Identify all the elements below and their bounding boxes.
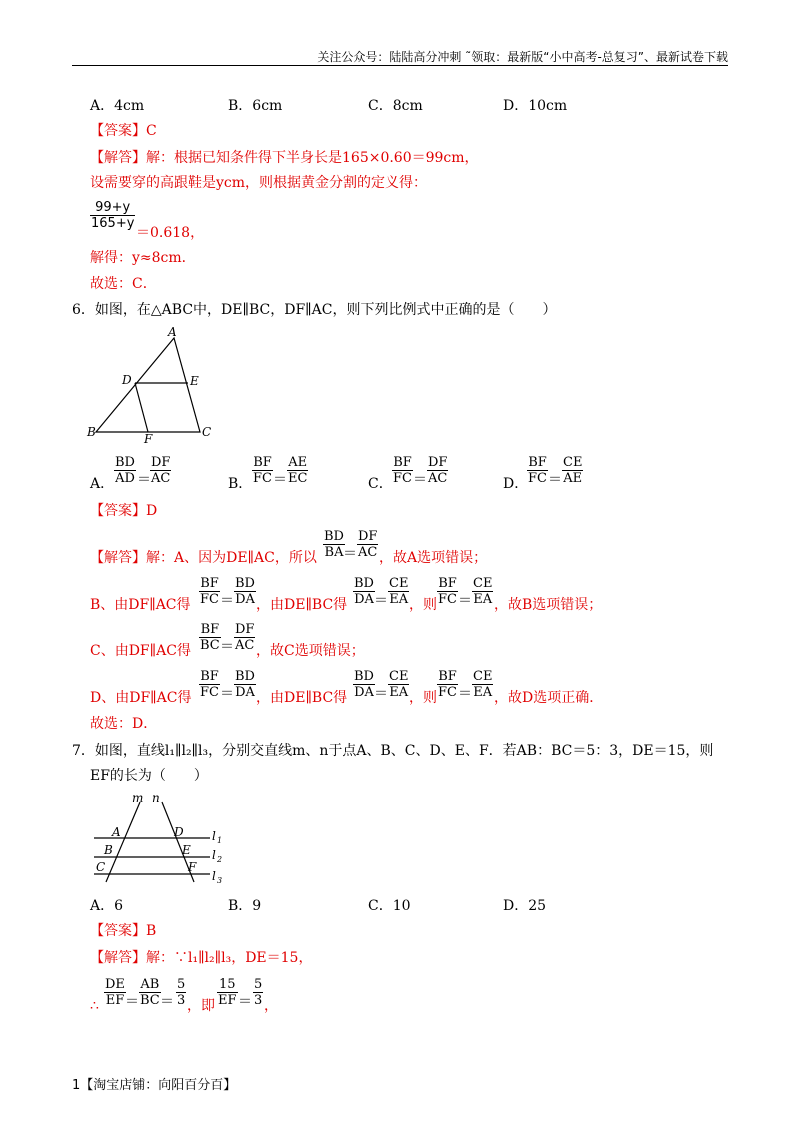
q7-label-c: C (96, 860, 106, 874)
fraction (357, 529, 378, 560)
numerator: BD (324, 529, 344, 544)
denominator: DA (354, 592, 374, 607)
q7-option-a: A．6 (90, 898, 124, 914)
q6-sol-d-pre: D、由DF∥AC得 (90, 690, 192, 706)
numerator: DF (151, 455, 171, 470)
equals-sign: ＝ (137, 472, 151, 488)
fraction (437, 669, 458, 700)
q5-solution-line1: 【解答】解：根据已知条件得下半身长是165×0.60＝99cm， (90, 150, 479, 166)
denominator: FC (200, 685, 219, 700)
numerator: DF (235, 622, 255, 637)
q7-label-m: m (132, 791, 144, 805)
equals-sign: ＝ (220, 686, 234, 702)
fraction (437, 576, 458, 607)
q6-opt-a-label: A． (90, 476, 115, 492)
q7-label-b: B (104, 843, 113, 857)
numerator: BF (438, 669, 457, 684)
q5-option-c: C．8cm (368, 98, 423, 114)
fraction (427, 455, 448, 486)
q7-sol-mid: ，即 (187, 998, 215, 1014)
fraction (114, 455, 136, 486)
fraction (199, 669, 220, 700)
denominator: AC (235, 638, 255, 653)
numerator: BF (528, 455, 547, 470)
q7-solution-line1: 【解答】解：∵l₁∥l₂∥l₃，DE＝15， (90, 950, 313, 966)
fraction (139, 977, 161, 1008)
equals-sign: ＝ (374, 686, 388, 702)
fraction (388, 576, 409, 607)
q5-solution-line3: 解得：y≈8cm． (90, 250, 196, 266)
q6-label-d: D (122, 373, 132, 387)
page-footer: 1【淘宝店铺：向阳百分百】 (72, 1078, 237, 1093)
q7-option-d: D．25 (503, 898, 547, 914)
denominator: AE (563, 471, 583, 486)
q5-golden-fraction (90, 200, 135, 231)
q5-option-d: D．10cm (503, 98, 568, 114)
q6-stem: 6．如图，在△ABC中，DE∥BC，DF∥AC，则下列比例式中正确的是（ ） (72, 302, 557, 318)
numerator: DF (358, 529, 378, 544)
denominator: FC (528, 471, 547, 486)
q6-sol-c-post: ，故C选项错误； (256, 643, 365, 659)
denominator: EA (473, 592, 493, 607)
equals-sign: ＝ (548, 472, 562, 488)
fraction (388, 669, 409, 700)
fraction (323, 529, 345, 560)
denominator: BA (324, 545, 344, 560)
q7-label-f: F (188, 860, 197, 874)
q7-label-l3-sub: 3 (217, 876, 223, 885)
numerator: BF (200, 622, 220, 637)
fraction (176, 977, 186, 1008)
denominator: FC (253, 471, 272, 486)
q6-sol-b-mid: ，由DE∥BC得 (256, 597, 348, 613)
numerator: BF (253, 455, 272, 470)
denominator: AD (115, 471, 135, 486)
q5-frac-result: ＝0.618， (136, 225, 205, 241)
denominator: DA (235, 592, 255, 607)
denominator: BC (200, 638, 220, 653)
equals-sign: ＝ (160, 994, 174, 1010)
numerator: BF (200, 576, 219, 591)
fraction (104, 977, 126, 1008)
q6-sol-b-pre: B、由DF∥AC得 (90, 597, 191, 613)
fraction (287, 455, 308, 486)
q6-sol-a-post: ，故A选项错误； (379, 550, 488, 566)
q7-label-a: A (112, 825, 121, 839)
q6-label-a: A (168, 326, 177, 339)
fraction (234, 576, 256, 607)
q6-label-f: F (144, 432, 153, 446)
equals-sign: ＝ (374, 593, 388, 609)
equals-sign: ＝ (458, 593, 472, 609)
numerator: DE (105, 977, 125, 992)
q6-sol-c-pre: C、由DF∥AC得 (90, 643, 191, 659)
denominator: EF (218, 993, 237, 1008)
q6-opt-b-label: B． (228, 476, 253, 492)
fraction (217, 977, 238, 1008)
numerator: 5 (177, 977, 186, 992)
q7-label-l1-sub: 1 (217, 836, 223, 845)
q5-option-b: B．6cm (228, 98, 283, 114)
numerator: AE (288, 455, 308, 470)
equals-sign: ＝ (273, 472, 287, 488)
denominator: AC (358, 545, 378, 560)
denominator: 3 (177, 993, 186, 1008)
denominator: EC (288, 471, 308, 486)
q7-label-l3: l (212, 869, 216, 883)
equals-sign: ＝ (238, 994, 252, 1010)
equals-sign: ＝ (458, 686, 472, 702)
denominator: 3 (254, 993, 263, 1008)
q7-label-l2-sub: 2 (217, 855, 223, 864)
denominator: FC (393, 471, 412, 486)
denominator: EF (105, 993, 125, 1008)
q6-sol-a-pre: 【解答】解：A、因为DE∥AC，所以 (90, 550, 317, 566)
numerator: BF (200, 669, 219, 684)
numerator: CE (389, 576, 409, 591)
numerator: CE (563, 455, 583, 470)
numerator: BD (235, 669, 255, 684)
q7-stem-line1: 7．如图，直线l₁∥l₂∥l₃，分别交直线m、n于点A、B、C、D、E、F．若AB：BC＝5：3，DE＝15，则 (72, 743, 714, 759)
equals-sign: ＝ (220, 593, 234, 609)
denominator: AC (151, 471, 171, 486)
header-rule (72, 65, 728, 66)
fraction (199, 576, 220, 607)
q6-triangle-figure (86, 326, 216, 446)
numerator: BD (354, 669, 374, 684)
fraction (472, 669, 493, 700)
q5-solution-line2: 设需要穿的高跟鞋是ycm，则根据黄金分割的定义得： (90, 175, 428, 191)
denominator: FC (200, 592, 219, 607)
q7-answer: 【答案】B (90, 923, 157, 939)
q6-opt-d-label: D． (503, 476, 529, 492)
q7-label-e: E (182, 843, 191, 857)
q7-label-l1: l (212, 829, 216, 843)
numerator: BD (235, 576, 255, 591)
numerator: BF (438, 576, 457, 591)
q6-sol-d-mid: ，由DE∥BC得 (256, 690, 348, 706)
q6-sol-d-then: ，则 (409, 690, 437, 706)
q5-option-a: A．4cm (90, 98, 145, 114)
numerator: CE (473, 669, 493, 684)
equals-sign: ＝ (220, 639, 234, 655)
fraction (527, 455, 548, 486)
numerator: AB (140, 977, 160, 992)
q6-sol-b-post: ，故B选项错误； (494, 597, 603, 613)
fraction (234, 622, 255, 653)
fraction (472, 576, 493, 607)
fraction (353, 669, 375, 700)
fraction (252, 455, 273, 486)
fraction (199, 622, 221, 653)
fraction (353, 576, 375, 607)
denominator: DA (235, 685, 255, 700)
q6-sol-d-post: ，故D选项正确． (494, 690, 604, 706)
denominator: FC (438, 685, 457, 700)
q5-frac-den: 165+y (91, 216, 135, 231)
q5-frac-num: 99+y (95, 200, 131, 215)
fraction (562, 455, 583, 486)
q6-label-b: B (87, 425, 96, 439)
q7-option-c: C．10 (368, 898, 411, 914)
fraction (253, 977, 263, 1008)
numerator: BD (354, 576, 374, 591)
q7-option-b: B．9 (228, 898, 262, 914)
q5-answer: 【答案】C (90, 123, 157, 139)
denominator: BC (140, 993, 160, 1008)
q7-label-n: n (152, 791, 160, 805)
denominator: EA (389, 592, 409, 607)
q7-label-l2: l (212, 848, 216, 862)
numerator: CE (473, 576, 493, 591)
numerator: BD (115, 455, 135, 470)
numerator: 15 (218, 977, 236, 992)
q7-stem-line2: EF的长为（ ） (90, 768, 208, 784)
numerator: 5 (254, 977, 263, 992)
denominator: FC (438, 592, 457, 607)
fraction (392, 455, 413, 486)
q7-sol-post: ， (264, 998, 278, 1014)
equals-sign: ＝ (125, 994, 139, 1010)
page-header: 关注公众号：陆陆高分冲刺 ˜领取：最新版“小中高考-总复习”、最新试卷下载 (317, 50, 728, 64)
q6-opt-c-label: C． (368, 476, 393, 492)
denominator: DA (354, 685, 374, 700)
numerator: DF (428, 455, 448, 470)
q7-label-d: D (174, 825, 184, 839)
q6-label-e: E (190, 374, 199, 388)
equals-sign: ＝ (343, 546, 357, 562)
numerator: BF (393, 455, 412, 470)
q7-parallel-lines-figure (88, 790, 238, 890)
fraction (150, 455, 171, 486)
denominator: EA (389, 685, 409, 700)
fraction (234, 669, 256, 700)
q7-therefore: ∴ (90, 998, 99, 1014)
numerator: CE (389, 669, 409, 684)
q6-sol-b-then: ，则 (409, 597, 437, 613)
q6-final: 故选：D． (90, 716, 158, 732)
q6-answer: 【答案】D (90, 503, 158, 519)
equals-sign: ＝ (413, 472, 427, 488)
denominator: EA (473, 685, 493, 700)
q6-label-c: C (202, 425, 212, 439)
q5-solution-line4: 故选：C． (90, 276, 157, 292)
denominator: AC (428, 471, 448, 486)
